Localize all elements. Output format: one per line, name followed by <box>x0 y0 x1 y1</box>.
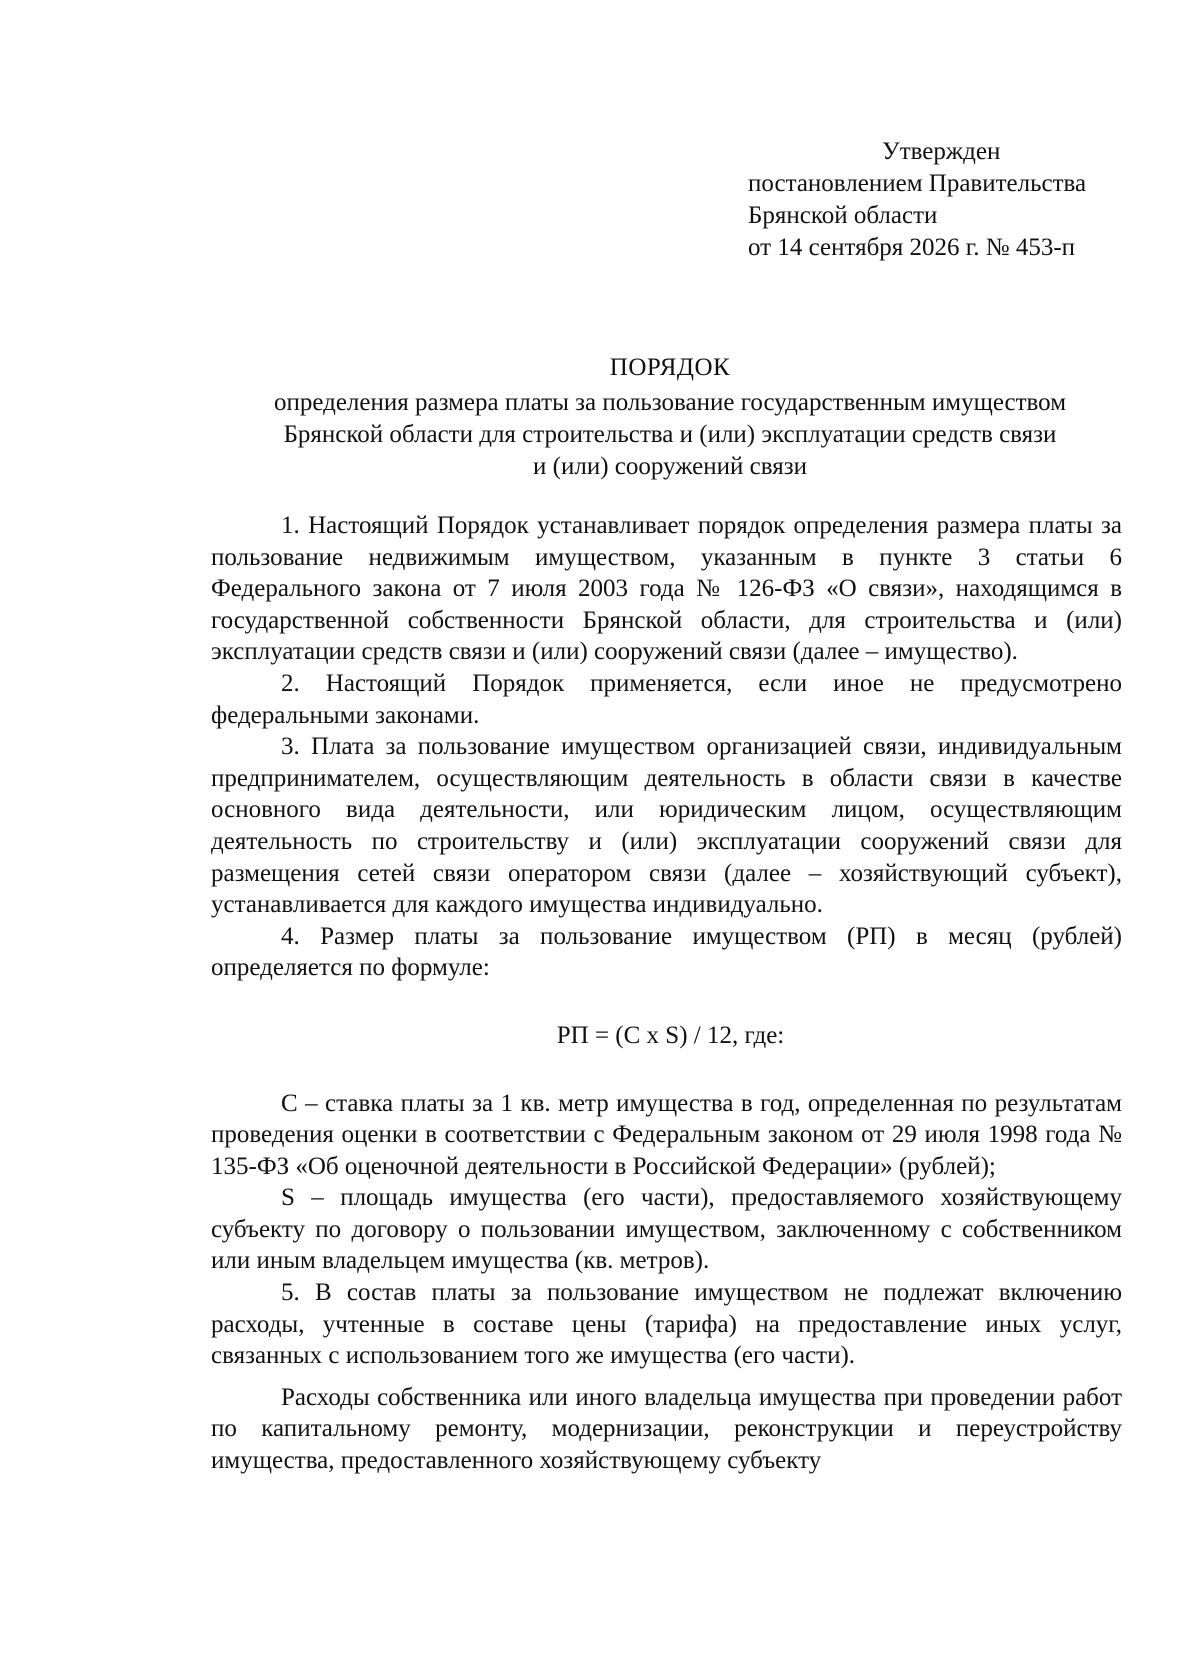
approval-line-resolution: постановлением Правительства <box>748 170 1087 197</box>
paragraph-4: 4. Размер платы за пользование имуществом (РП) в месяц (рублей) определяется по формуле: <box>211 922 1122 982</box>
title-heading: ПОРЯДОК <box>609 354 731 381</box>
document-title <box>205 352 1135 483</box>
paragraph-1: 1. Настоящий Порядок устанавливает порядок определения размера платы за пользование недвижимым имуществом, указанным в пункте 3 статьи 6 Федерального закона от 7 июля 2003 года № 126-ФЗ «О связи», находящимся в государственной собственности Брянской области, для строительства и (или) эксплуатации средств связи и (или) сооружений связи (далее – имущество). <box>211 512 1122 666</box>
definition-c: С – ставка платы за 1 кв. метр имущества в год, определенная по результатам проведения оценки в соответствии с Федеральным законом от 29 июля 1998 года № 135-ФЗ «Об оценочной деятельности в Российской Федерации» (рублей); <box>211 1089 1122 1180</box>
paragraph-6: Расходы собственника или иного владельца имущества при проведении работ по капитальному ремонту, модернизации, реконструкции и переустройству имущества, предоставленного хозяйствующему субъекту <box>211 1383 1122 1475</box>
title-line-2: Брянской области для строительства и (или) эксплуатации средств связи <box>283 421 1057 448</box>
definition-s: S – площадь имущества (его части), предоставляемого хозяйствующему субъекту по договору о пользовании имуществом, заключенному с собственником или иным владельцем имущества (кв. метров). <box>211 1184 1122 1275</box>
title-line-1: определения размера платы за пользование государственным имуществом <box>273 389 1067 416</box>
approval-line-approved: Утвержден <box>882 138 1001 165</box>
formula: РП = (С х S) / 12, где: <box>556 1021 785 1049</box>
approval-line-region: Брянской области <box>748 202 938 229</box>
paragraph-2: 2. Настоящий Порядок применяется, если иное не предусмотрено федеральными законами. <box>211 669 1122 729</box>
document-body <box>211 510 1122 1477</box>
approval-line-date-number: от 14 сентября 2026 г. № 453-п <box>748 234 1076 261</box>
title-line-3: и (или) сооружений связи <box>533 453 807 480</box>
paragraph-5: 5. В состав платы за пользование имуществом не подлежат включению расходы, учтенные в составе цены (тарифа) на предоставление иных услуг, связанных с использованием того же имущества (его части). <box>211 1279 1122 1370</box>
paragraph-3: 3. Плата за пользование имуществом организацией связи, индивидуальным предпринимателем, осуществляющим деятельность в области связи в качестве основного вида деятельности, или юридическим лицом, осуществляющим деятельность по строительству и (или) эксплуатации сооружений связи для размещения сетей связи оператором связи (далее – хозяйствующий субъект), устанавливается для каждого имущества индивидуально. <box>211 733 1122 919</box>
approval-stamp <box>748 136 1168 264</box>
